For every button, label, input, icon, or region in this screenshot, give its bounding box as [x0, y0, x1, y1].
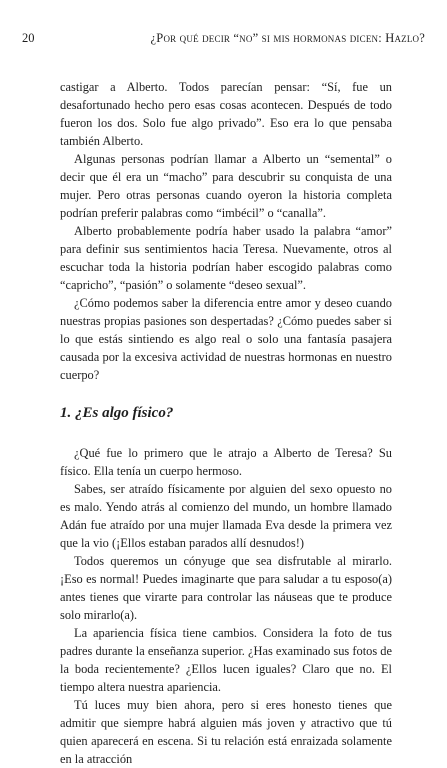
paragraph: Alberto probablemente podría haber usado la palabra “amor” para definir sus sentimientos hacia Teresa. Nuevamente, otros al escuchar toda la historia podrían haber escogido palabras como “capricho”, “pasión” o solamente “deseo sexual”.	[60, 224, 392, 292]
paragraph: castigar a Alberto. Todos parecían pensar: “Sí, fue un desafortunado hecho pero esas cosas acontecen. Después de todo fueron los dos. Solo fue algo privado”. Eso era lo que pensaba también Alberto.	[60, 80, 392, 148]
running-header	[22, 30, 425, 46]
paragraph: ¿Cómo podemos saber la diferencia entre amor y deseo cuando nuestras propias pasiones son despertadas? ¿Cómo puedes saber si lo que estás sintiendo es algo real o solo una fantasía pasajera causada por la excesiva actividad de nuestras hormonas en nuestro cuerpo?	[60, 296, 392, 382]
paragraph: Algunas personas podrían llamar a Alberto un “semental” o decir que él era un “macho” para descubrir su conquista de una mujer. Pero otras personas cuando oyeron la historia completa podrían preferir palabras como “imbécil” o “canalla”.	[60, 152, 392, 220]
body-text	[60, 78, 392, 768]
paragraph: La apariencia física tiene cambios. Considera la foto de tus padres durante la enseñanza superior. ¿Has examinado sus fotos de la boda recientemente? ¿Ellos lucen iguales? Claro que no. El tiempo altera nuestra apariencia.	[60, 626, 392, 694]
paragraph: Todos queremos un cónyuge que sea disfrutable al mirarlo. ¡Eso es normal! Puedes imaginarte que para saludar a tu esposo(a) antes tienes que virarte para controlar las náuseas que te produce solo mirarlo(a).	[60, 554, 392, 622]
section-heading: 1. ¿Es algo físico?	[60, 405, 174, 421]
page-number: 20	[22, 31, 35, 45]
running-title: ¿Por qué decir “no” si mis hormonas dicen: Hazlo?	[150, 31, 425, 45]
paragraph: Sabes, ser atraído físicamente por alguien del sexo opuesto no es malo. Yendo atrás al comienzo del mundo, un hombre llamado Adán fue atraído por una mujer llamada Eva desde la primera vez que la vio (¡Ellos estaban parados allí desnudos!)	[60, 482, 392, 550]
paragraph: ¿Qué fue lo primero que le atrajo a Alberto de Teresa? Su físico. Ella tenía un cuerpo hermoso.	[60, 446, 392, 478]
paragraph: Tú luces muy bien ahora, pero si eres honesto tienes que admitir que siempre habrá alguien más joven y atractivo que tú quien aparecerá en escena. Si tu relación está enraizada solamente en la atracción	[60, 698, 392, 766]
